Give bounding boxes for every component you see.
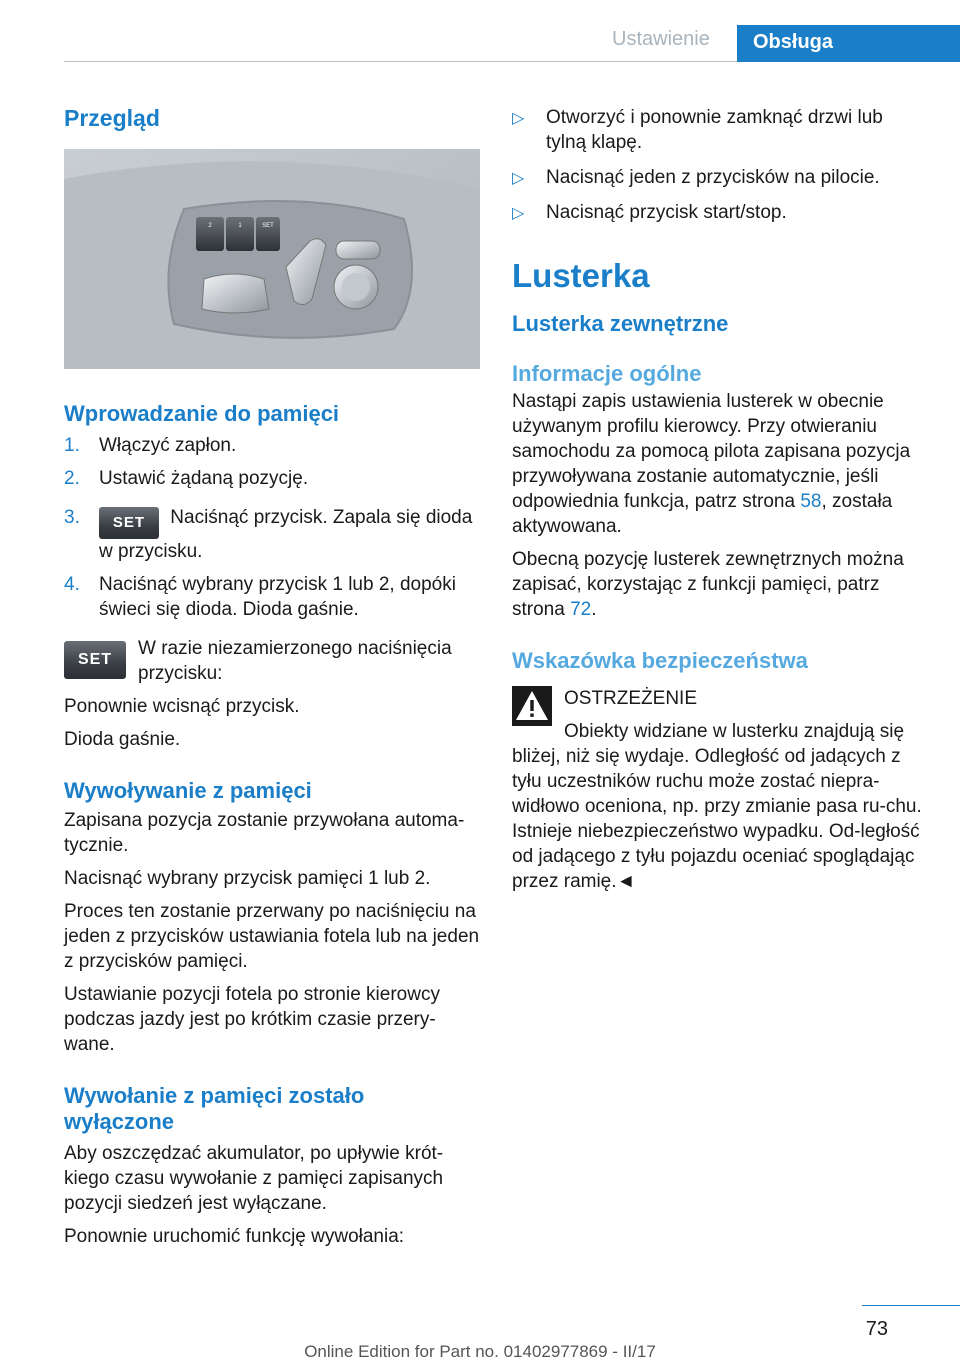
step-number: 2. — [64, 468, 80, 489]
step-number: 4. — [64, 574, 80, 595]
page-number: 73 — [865, 1318, 888, 1340]
step-number: 3. — [64, 507, 80, 528]
set-button-icon: SET — [99, 507, 159, 539]
step-text: Naciśnąć przycisk. Zapala się dioda w przycisku. — [99, 507, 473, 562]
warning-text: Obiekty widziane w lusterku znajdują się bliżej, niż się wydaje. Odległość od jadących z tyłu uczestników ruchu może zostać niepra-widłowo oceniona, np. przy zmianie pasa ru-chu. Istnieje niebezpieczeństwo wypadku. Od-ległość od jadącego z tyłu pojazdu oceniać spoglądając przez ramię.◄ — [512, 721, 922, 892]
page-link-58[interactable]: 58 — [800, 491, 822, 512]
recall-p1: Zapisana pozycja zostanie przywołana automa-tycznie. — [64, 810, 465, 856]
list-item — [512, 165, 928, 190]
seat-controls-photo — [64, 149, 480, 369]
bullet-text: Nacisnąć przycisk start/stop. — [546, 202, 787, 223]
list-item — [64, 505, 480, 564]
edition-line: Online Edition for Part no. 01402977869 - II/17 — [304, 1342, 656, 1361]
recall-off-heading: Wywołanie z pamięci zostało wyłączone — [64, 1083, 365, 1134]
tab-obsluga[interactable]: Obsługa — [737, 25, 960, 62]
photo-button-1: 1 — [238, 223, 242, 229]
bullet-text: Nacisnąć jeden z przycisków na pilocie. — [546, 167, 880, 188]
photo-button-2: 2 — [208, 223, 212, 229]
outer-mirrors-heading: Lusterka zewnętrzne — [512, 311, 729, 336]
list-item — [512, 200, 928, 225]
page-link-72[interactable]: 72 — [570, 599, 592, 620]
step-number: 1. — [64, 435, 80, 456]
recall-off-p1: Aby oszczędzać akumulator, po upływie krót-kiego czasu wywołanie z pamięci zapisanych pozycji siedzeń jest wyłączane. — [64, 1143, 444, 1214]
warning-title: OSTRZEŻENIE — [564, 688, 698, 709]
general-info-p2: Obecną pozycję lusterek zewnętrznych można zapisać, korzystając z funkcji pamięci, patrz strona 72. — [512, 549, 904, 620]
recall-p3: Proces ten zostanie przerwany po naciśnięciu na jeden z przycisków ustawiania fotela lub na jeden z przycisków pamięci. — [64, 901, 480, 972]
list-item — [64, 466, 480, 491]
right-column — [512, 100, 928, 894]
list-item — [64, 433, 480, 458]
note-text: W razie niezamierzonego naciśnięcia przycisku: — [138, 638, 452, 684]
recall-heading: Wywoływanie z pamięci — [64, 778, 312, 803]
note-result: Dioda gaśnie. — [64, 729, 181, 750]
step-text: Naciśnąć wybrany przycisk 1 lub 2, dopóki świeci się dioda. Dioda gaśnie. — [99, 574, 456, 620]
note-action: Ponownie wcisnąć przycisk. — [64, 696, 300, 717]
set-note — [64, 636, 480, 686]
photo-button-set: SET — [262, 223, 274, 229]
warning-block — [512, 686, 928, 894]
triangle-bullet-icon: ▷ — [512, 110, 525, 127]
step-text: Ustawić żądaną pozycję. — [99, 468, 309, 489]
overview-heading: Przegląd — [64, 105, 160, 131]
tab-ustawienie[interactable]: Ustawienie — [612, 28, 710, 50]
recall-p2: Nacisnąć wybrany przycisk pamięci 1 lub 2. — [64, 868, 431, 889]
bullet-text: Otworzyć i ponownie zamknąć drzwi lub tylną klapę. — [546, 107, 883, 153]
safety-heading: Wskazówka bezpieczeństwa — [512, 648, 808, 673]
recall-off-p2: Ponownie uruchomić funkcję wywołania: — [64, 1226, 405, 1247]
triangle-bullet-icon: ▷ — [512, 170, 525, 187]
recall-p4: Ustawianie pozycji fotela po stronie kierowcy podczas jazdy jest po krótkim czasie przery-wane. — [64, 984, 440, 1055]
general-info-heading: Informacje ogólne — [512, 361, 702, 386]
triangle-bullet-icon: ▷ — [512, 205, 525, 222]
bullet-list — [512, 105, 928, 225]
mirrors-title: Lusterka — [512, 257, 650, 294]
set-button-icon: SET — [64, 641, 126, 679]
list-item — [512, 105, 928, 155]
footer-rule — [862, 1305, 960, 1306]
step-list — [64, 433, 480, 622]
left-column — [64, 100, 480, 1249]
list-item — [64, 572, 480, 622]
memory-store-heading: Wprowadzanie do pamięci — [64, 401, 340, 426]
general-info-p1: Nastąpi zapis ustawienia lusterek w obecnie używanym profilu kierowcy. Przy otwieraniu samochodu za pomocą pilota zapisana pozycja przywoływana zostanie automatycznie, jeśli odpowiednia funkcja, patrz strona 58, została aktywowana. — [512, 391, 911, 537]
warning-icon — [512, 686, 552, 726]
step-text: Włączyć zapłon. — [99, 435, 237, 456]
